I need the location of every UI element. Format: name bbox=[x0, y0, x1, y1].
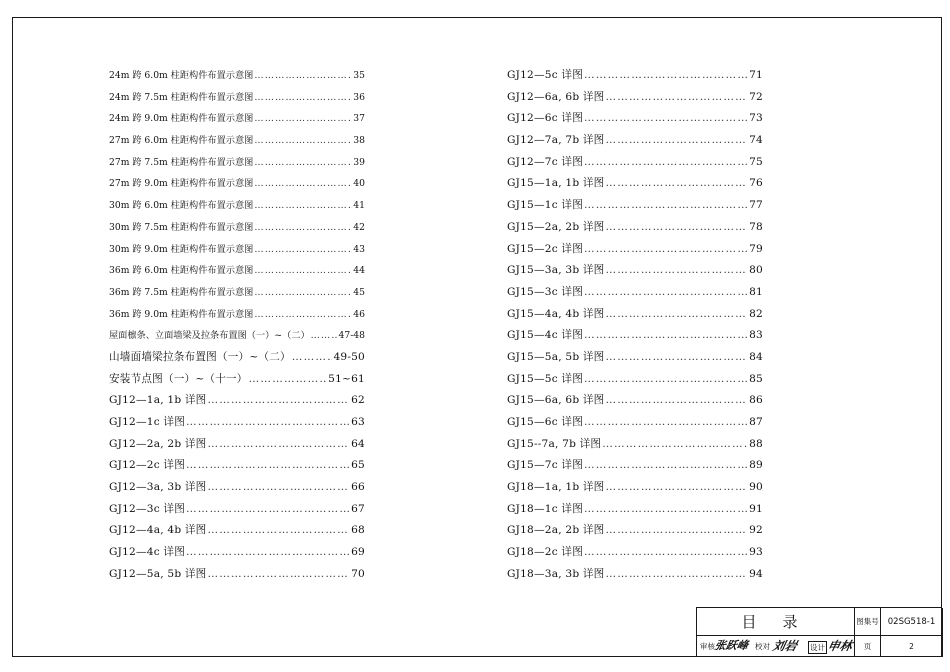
toc-entry-title: GJ15—7c 详图 bbox=[507, 459, 584, 472]
title-block bbox=[696, 607, 942, 657]
toc-entry-page: 43 bbox=[353, 243, 365, 255]
toc-dot-leader bbox=[254, 265, 352, 276]
toc-entry-page: 70 bbox=[351, 567, 365, 580]
toc-dot-leader bbox=[207, 524, 350, 536]
toc-entry bbox=[507, 436, 763, 458]
toc-entry-page: 66 bbox=[351, 481, 365, 494]
toc-entry-title: 24m 跨 7.5m 柱距构件布置示意图 bbox=[109, 91, 254, 103]
design-signature: 申林 bbox=[826, 639, 854, 653]
toc-entry-title: GJ18—1c 详图 bbox=[507, 502, 584, 515]
toc-entry-page: 62 bbox=[351, 394, 365, 407]
toc-dot-leader bbox=[584, 199, 748, 211]
toc-entry-title: GJ15—3c 详图 bbox=[507, 285, 584, 298]
toc-entry bbox=[109, 132, 365, 154]
toc-entry bbox=[507, 67, 763, 89]
toc-entry bbox=[507, 414, 763, 436]
toc-entry bbox=[109, 327, 365, 349]
toc-dot-leader bbox=[207, 438, 350, 450]
toc-entry bbox=[109, 522, 365, 544]
toc-dot-leader bbox=[584, 503, 748, 515]
toc-entry bbox=[507, 566, 763, 588]
toc-entry-page: 93 bbox=[749, 546, 763, 559]
toc-entry-page: 51~61 bbox=[328, 372, 365, 385]
page-number: 2 bbox=[881, 636, 943, 657]
toc-entry bbox=[507, 110, 763, 132]
toc-dot-leader bbox=[186, 459, 350, 471]
toc-entry-title: GJ12—2c 详图 bbox=[109, 459, 186, 472]
toc-entry bbox=[109, 154, 365, 176]
toc-entry-title: GJ15—2a, 2b 详图 bbox=[507, 220, 605, 233]
toc-entry-title: GJ15—5c 详图 bbox=[507, 372, 584, 385]
toc-dot-leader bbox=[292, 351, 333, 363]
toc-entry bbox=[507, 306, 763, 328]
toc-entry-page: 90 bbox=[749, 481, 763, 494]
toc-entry-title: 36m 跨 6.0m 柱距构件布置示意图 bbox=[109, 265, 254, 277]
review-label: 审核 bbox=[700, 642, 715, 651]
toc-dot-leader bbox=[605, 351, 748, 363]
toc-entry bbox=[507, 544, 763, 566]
toc-entry bbox=[507, 479, 763, 501]
toc-entry-page: 83 bbox=[749, 329, 763, 342]
toc-dot-leader bbox=[186, 503, 350, 515]
toc-entry-page: 64 bbox=[351, 437, 365, 450]
toc-entry bbox=[109, 241, 365, 263]
toc-entry bbox=[109, 197, 365, 219]
toc-entry bbox=[507, 349, 763, 371]
toc-entry-title: 27m 跨 7.5m 柱距构件布置示意图 bbox=[109, 156, 254, 168]
toc-entry-title: 27m 跨 9.0m 柱距构件布置示意图 bbox=[109, 178, 254, 190]
toc-entry-page: 37 bbox=[353, 113, 365, 125]
toc-dot-leader bbox=[254, 113, 352, 124]
toc-entry bbox=[507, 392, 763, 414]
toc-entry bbox=[109, 306, 365, 328]
toc-dot-leader bbox=[254, 200, 352, 211]
toc-entry bbox=[109, 175, 365, 197]
toc-dot-leader bbox=[207, 481, 350, 493]
toc-dot-leader bbox=[254, 287, 352, 298]
toc-dot-leader bbox=[186, 546, 350, 558]
toc-entry-title: 30m 跨 9.0m 柱距构件布置示意图 bbox=[109, 243, 254, 255]
toc-entry bbox=[109, 349, 365, 371]
toc-entry bbox=[109, 544, 365, 566]
toc-entry bbox=[507, 457, 763, 479]
toc-entry-title: GJ12—7a, 7b 详图 bbox=[507, 134, 605, 147]
toc-entry-page: 76 bbox=[749, 177, 763, 190]
toc-dot-leader bbox=[605, 481, 748, 493]
toc-dot-leader bbox=[584, 546, 748, 558]
toc-entry-page: 44 bbox=[353, 265, 365, 277]
toc-entry bbox=[109, 457, 365, 479]
toc-entry bbox=[109, 67, 365, 89]
toc-entry bbox=[507, 175, 763, 197]
toc-entry bbox=[109, 219, 365, 241]
toc-dot-leader bbox=[584, 69, 748, 81]
toc-dot-leader bbox=[207, 568, 350, 580]
toc-entry-title: 山墙面墙梁拉条布置图（一）~（二） bbox=[109, 350, 291, 363]
toc-dot-leader bbox=[605, 91, 748, 103]
toc-entry-page: 35 bbox=[353, 70, 365, 81]
toc-entry-page: 82 bbox=[749, 307, 763, 320]
toc-entry bbox=[507, 501, 763, 523]
toc-entry-title: GJ12—5a, 5b 详图 bbox=[109, 567, 207, 580]
toc-entry bbox=[507, 371, 763, 393]
toc-dot-leader bbox=[605, 221, 748, 233]
toc-dot-leader bbox=[605, 264, 748, 276]
toc-entry-title: GJ12—1a, 1b 详图 bbox=[109, 394, 207, 407]
toc-left-column bbox=[109, 67, 365, 588]
toc-entry-title: GJ12—7c 详图 bbox=[507, 155, 584, 168]
check-label: 校对 bbox=[755, 642, 770, 651]
toc-entry-page: 77 bbox=[749, 199, 763, 212]
toc-entry-title: GJ15--7a, 7b 详图 bbox=[507, 437, 602, 450]
toc-entry-page: 92 bbox=[749, 524, 763, 537]
toc-dot-leader bbox=[602, 438, 748, 450]
toc-dot-leader bbox=[254, 135, 352, 146]
toc-dot-leader bbox=[584, 373, 748, 385]
toc-entry bbox=[507, 327, 763, 349]
toc-entry-title: 屋面檩条、立面墙梁及拉条布置图（一）~（二） bbox=[109, 330, 310, 342]
toc-entry-title: GJ15—3a, 3b 详图 bbox=[507, 264, 605, 277]
toc-entry-page: 72 bbox=[749, 90, 763, 103]
toc-entry bbox=[109, 110, 365, 132]
toc-entry-page: 89 bbox=[749, 459, 763, 472]
toc-entry-page: 40 bbox=[353, 178, 365, 190]
toc-entry-title: 36m 跨 9.0m 柱距构件布置示意图 bbox=[109, 308, 254, 320]
toc-entry-title: GJ15—5a, 5b 详图 bbox=[507, 350, 605, 363]
toc-entry-page: 81 bbox=[749, 285, 763, 298]
toc-entry bbox=[109, 501, 365, 523]
toc-entry-page: 85 bbox=[749, 372, 763, 385]
toc-right-column bbox=[507, 67, 763, 588]
toc-entry-page: 87 bbox=[749, 416, 763, 428]
toc-dot-leader bbox=[605, 568, 748, 580]
toc-dot-leader bbox=[605, 524, 748, 536]
check-signature: 刘岩 bbox=[771, 639, 799, 653]
toc-entry-title: GJ12—3c 详图 bbox=[109, 502, 186, 515]
toc-entry-page: 69 bbox=[351, 546, 365, 559]
toc-entry-title: GJ12—6a, 6b 详图 bbox=[507, 90, 605, 103]
toc-dot-leader bbox=[249, 373, 328, 385]
toc-entry-page: 78 bbox=[749, 220, 763, 233]
toc-entry-title: GJ18—2a, 2b 详图 bbox=[507, 524, 605, 537]
toc-entry bbox=[507, 219, 763, 241]
toc-dot-leader bbox=[584, 243, 748, 255]
toc-entry-page: 94 bbox=[749, 567, 763, 580]
toc-entry-title: 24m 跨 9.0m 柱距构件布置示意图 bbox=[109, 113, 254, 125]
title-block-title: 目录 bbox=[697, 608, 855, 636]
toc-entry bbox=[109, 89, 365, 111]
toc-entry bbox=[109, 262, 365, 284]
toc-entry bbox=[507, 132, 763, 154]
toc-entry-title: GJ15—1c 详图 bbox=[507, 199, 584, 212]
toc-entry bbox=[507, 262, 763, 284]
toc-entry bbox=[109, 414, 365, 436]
toc-dot-leader bbox=[584, 286, 748, 298]
toc-entry bbox=[507, 154, 763, 176]
toc-entry-page: 86 bbox=[749, 394, 763, 407]
toc-entry-page: 41 bbox=[353, 200, 365, 212]
toc-entry-title: GJ12—3a, 3b 详图 bbox=[109, 481, 207, 494]
toc-dot-leader bbox=[186, 416, 350, 428]
signature-row bbox=[697, 636, 855, 657]
toc-entry-page: 91 bbox=[749, 502, 763, 515]
toc-entry-page: 68 bbox=[351, 524, 365, 537]
toc-dot-leader bbox=[584, 112, 748, 124]
toc-entry-title: GJ15—2c 详图 bbox=[507, 242, 584, 255]
toc-dot-leader bbox=[584, 156, 748, 168]
toc-entry-title: 30m 跨 7.5m 柱距构件布置示意图 bbox=[109, 221, 254, 233]
toc-entry-page: 73 bbox=[749, 112, 763, 125]
toc-dot-leader bbox=[254, 178, 352, 189]
toc-entry-title: GJ15—6c 详图 bbox=[507, 416, 584, 428]
toc-entry-title: 24m 跨 6.0m 柱距构件布置示意图 bbox=[109, 70, 254, 81]
toc-dot-leader bbox=[254, 92, 352, 103]
toc-dot-leader bbox=[254, 222, 352, 233]
toc-entry-page: 79 bbox=[749, 242, 763, 255]
toc-entry-title: GJ12—6c 详图 bbox=[507, 112, 584, 125]
toc-entry bbox=[507, 89, 763, 111]
toc-entry-title: GJ18—3a, 3b 详图 bbox=[507, 567, 605, 580]
review-signature: 张跃峰 bbox=[713, 639, 750, 652]
toc-entry-title: GJ12—5c 详图 bbox=[507, 69, 584, 81]
atlas-number-label: 图集号 bbox=[855, 608, 881, 636]
toc-entry bbox=[507, 241, 763, 263]
toc-entry-page: 63 bbox=[351, 416, 365, 428]
toc-entry-page: 39 bbox=[353, 156, 365, 168]
toc-dot-leader bbox=[584, 416, 748, 428]
toc-dot-leader bbox=[254, 309, 352, 320]
toc-entry-title: GJ12—1c 详图 bbox=[109, 416, 186, 428]
toc-entry-page: 67 bbox=[351, 502, 365, 515]
toc-entry-title: GJ15—6a, 6b 详图 bbox=[507, 394, 605, 407]
toc-entry-page: 65 bbox=[351, 459, 365, 472]
toc-entry-title: GJ15—4c 详图 bbox=[507, 329, 584, 342]
toc-entry-title: 30m 跨 6.0m 柱距构件布置示意图 bbox=[109, 200, 254, 212]
toc-entry-page: 84 bbox=[749, 350, 763, 363]
toc-entry-page: 49-50 bbox=[333, 350, 365, 363]
toc-entry bbox=[507, 284, 763, 306]
toc-dot-leader bbox=[254, 244, 352, 255]
toc-entry bbox=[109, 392, 365, 414]
design-label: 设计 bbox=[810, 643, 825, 652]
toc-entry-page: 75 bbox=[749, 155, 763, 168]
toc-entry-page: 36 bbox=[353, 91, 365, 103]
toc-entry-page: 47-48 bbox=[338, 330, 365, 342]
toc-dot-leader bbox=[605, 177, 748, 189]
toc-entry bbox=[109, 479, 365, 501]
toc-entry-title: GJ15—4a, 4b 详图 bbox=[507, 307, 605, 320]
toc-entry-title: GJ15—1a, 1b 详图 bbox=[507, 177, 605, 190]
toc-dot-leader bbox=[605, 394, 748, 406]
toc-entry-page: 46 bbox=[353, 308, 365, 320]
page-label: 页 bbox=[855, 636, 881, 657]
toc-entry bbox=[507, 197, 763, 219]
toc-dot-leader bbox=[584, 459, 748, 471]
toc-entry-title: GJ18—2c 详图 bbox=[507, 546, 584, 559]
toc-entry-page: 71 bbox=[749, 69, 763, 81]
toc-entry bbox=[507, 522, 763, 544]
toc-dot-leader bbox=[605, 308, 748, 320]
toc-entry bbox=[109, 371, 365, 393]
toc-entry-title: GJ18—1a, 1b 详图 bbox=[507, 481, 605, 494]
toc-entry bbox=[109, 284, 365, 306]
toc-entry-title: 36m 跨 7.5m 柱距构件布置示意图 bbox=[109, 286, 254, 298]
toc-entry-title: GJ12—4a, 4b 详图 bbox=[109, 524, 207, 537]
toc-entry-page: 88 bbox=[749, 437, 763, 450]
toc-entry-page: 74 bbox=[749, 134, 763, 147]
toc-dot-leader bbox=[584, 329, 748, 341]
toc-entry-title: 27m 跨 6.0m 柱距构件布置示意图 bbox=[109, 135, 254, 147]
toc-entry-page: 38 bbox=[353, 135, 365, 147]
toc-dot-leader bbox=[605, 134, 748, 146]
toc-dot-leader bbox=[207, 394, 350, 406]
toc-entry bbox=[109, 436, 365, 458]
toc-entry bbox=[109, 566, 365, 588]
toc-entry-page: 42 bbox=[353, 221, 365, 233]
toc-entry-page: 80 bbox=[749, 264, 763, 277]
atlas-number: 02SG518-1 bbox=[881, 608, 943, 636]
toc-dot-leader bbox=[254, 157, 352, 168]
toc-entry-title: 安装节点图（一）~（十一） bbox=[109, 372, 248, 385]
toc-dot-leader bbox=[254, 70, 352, 81]
toc-dot-leader bbox=[311, 330, 338, 341]
toc-entry-title: GJ12—4c 详图 bbox=[109, 546, 186, 559]
toc-entry-page: 45 bbox=[353, 286, 365, 298]
toc-entry-title: GJ12—2a, 2b 详图 bbox=[109, 437, 207, 450]
